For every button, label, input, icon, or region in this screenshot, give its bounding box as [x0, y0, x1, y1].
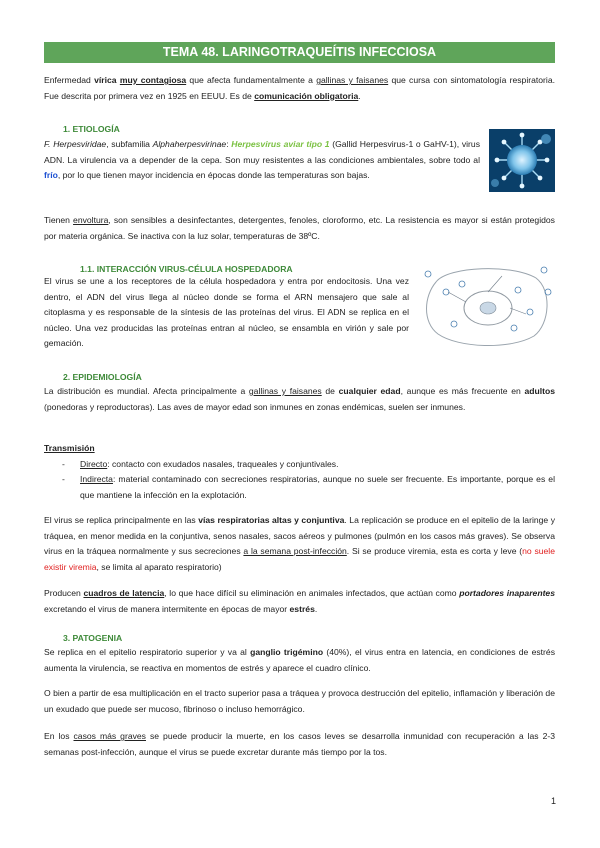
text: no suele existir viremia — [44, 546, 556, 572]
virus-image — [489, 129, 555, 192]
dash-bullet: - — [62, 459, 65, 469]
etiologia-paragraph — [44, 137, 480, 184]
text: Alphaherpesvirinae — [152, 139, 227, 149]
transmision-label — [44, 441, 244, 457]
text: Producen — [44, 588, 84, 598]
list-item-directo — [62, 457, 555, 473]
text: : material contaminado con secreciones respiratorias, aunque no suele ser frecuente. Es importante, porque es el que mantiene la infección en la explotación. — [80, 474, 555, 500]
interaccion-paragraph: El virus se une a los receptores de la célula hospedadora y entra por endocitosis. Una vez dentro, el ADN del virus llega al núcleo donde se forma el ARN mensajero que sale al citoplasma y es responsable de la síntesis de las proteínas del virus. El ADN se replica en el núcleo. Una vez producidas las proteínas entran al núcleo, se ensambla en virión y sale por gemación. — [44, 276, 409, 348]
text: , lo que hace difícil su eliminación en animales infectados, que actúan como — [164, 588, 460, 598]
list-item-indirecta — [62, 472, 555, 503]
text: . La replicación se produce en el epitelio de la laringe y tráquea, en menor medida en la conjuntiva, senos nasales, sacos aéreos y pulmones (pulmón en los casos más graves). Se observa virus en la tráquea normalmente y sus secreciones — [44, 515, 556, 556]
text: F. Herpesviridae — [44, 139, 107, 149]
text: , aunque es más frecuente en — [400, 386, 525, 396]
text: , se limita al aparato respiratorio) — [96, 561, 222, 572]
text: de — [321, 386, 339, 396]
text: (40%), el virus entra en latencia, en condiciones de estrés aumenta la virulencia, se reactiva en momentos de estrés y aparece el cuadro clínico. — [44, 647, 555, 673]
text: , son sensibles a desinfectantes, detergentes, fenoles, cloroformo, etc. La resistencia es mayor si están protegidos por materia orgánica. Se inactiva con la luz solar, temperaturas de 38ºC. — [44, 215, 555, 241]
text: casos más graves — [73, 731, 146, 741]
text: Indirecta — [80, 474, 113, 484]
text: . — [314, 603, 318, 614]
section-heading-epidemiologia: 2. EPIDEMIOLOGÍA — [63, 372, 142, 382]
text: . — [358, 90, 361, 101]
text: cualquier edad — [338, 386, 401, 396]
virus-cell-cycle-diagram — [418, 262, 555, 350]
text: : contacto con exudados nasales, traqueales y conjuntivales. — [107, 459, 339, 469]
text: estrés — [289, 603, 315, 614]
intro-paragraph — [44, 73, 555, 104]
text: muy contagiosa — [119, 75, 187, 85]
text: que afecta fundamentalmente a — [186, 75, 317, 85]
patogenia-paragraph-2: O bien a partir de esa multiplicación en el tracto superior pasa a tráquea y provoca destrucción del epitelio, inflamación y liberación de un exudado que puede ser mucoso, fibrinoso o incluso hemorrágico. — [44, 688, 555, 714]
text: comunicación obligatoria — [254, 90, 359, 101]
epidemiologia-paragraph — [44, 384, 555, 415]
text: , por lo que tienen mayor incidencia en épocas donde las temperaturas son bajas. — [57, 170, 370, 180]
text: La distribución es mundial. Afecta principalmente a — [44, 386, 249, 396]
section-heading-patogenia: 3. PATOGENIA — [63, 633, 123, 643]
text: Tienen — [44, 215, 74, 225]
text: Enfermedad — [44, 75, 95, 85]
text: Se replica en el epitelio respiratorio superior y va al — [44, 647, 251, 657]
text: , subfamilia — [106, 139, 153, 149]
envoltura-paragraph — [44, 213, 555, 244]
text: que cursa con sintomatología respiratoria. Fue descrita por primera vez en 1925 en EEUU. Es de — [44, 75, 555, 101]
text: vírica — [94, 75, 117, 85]
section-heading-interaccion: 1.1. INTERACCIÓN VIRUS-CÉLULA HOSPEDADORA — [80, 264, 293, 274]
text: El virus se replica principalmente en las — [44, 515, 199, 525]
page-title: TEMA 48. LARINGOTRAQUEÍTIS INFECCIOSA — [44, 42, 555, 63]
latencia-paragraph — [44, 586, 555, 617]
text: gallinas y faisanes — [248, 386, 322, 396]
patogenia-paragraph-1 — [44, 645, 555, 676]
text: Herpesvirus aviar tipo 1 — [231, 139, 330, 149]
section-heading-etiologia: 1. ETIOLOGÍA — [63, 124, 120, 134]
text: excretando el virus de manera intermitente en épocas de mayor — [44, 603, 290, 614]
text: (Gallid Herpesvirus-1 o GaHV-1), virus ADN. La virulencia va a depender de la cepa. Son muy resistentes a las condiciones ambientales, sobre todo al — [44, 139, 480, 165]
text: a la semana post-infección — [243, 546, 347, 556]
text: (ponedoras y reproductoras). Las aves de mayor edad son inmunes en zonas endémicas, suelen ser inmunes. — [44, 401, 466, 412]
text: frío — [44, 170, 58, 180]
text: cuadros de latencia — [83, 588, 165, 598]
dash-bullet: - — [62, 474, 65, 484]
text: gallinas y faisanes — [316, 75, 389, 85]
text: se puede producir la muerte, en los casos leves se desarrolla inmunidad con recuperación a las 2-3 semanas post-infección, aunque el virus se puede excretar durante más tiempo por la tos. — [44, 731, 555, 757]
page-number: 1 — [550, 796, 556, 806]
text: En los — [44, 731, 74, 741]
text: Directo — [80, 459, 108, 469]
replicacion-paragraph — [44, 513, 555, 575]
text: Transmisión — [44, 443, 95, 453]
text: adultos — [524, 386, 555, 396]
text: envoltura — [73, 215, 109, 225]
text: ganglio trigémino — [250, 647, 324, 657]
text: portadores inaparentes — [459, 588, 555, 598]
patogenia-paragraph-3 — [44, 729, 555, 760]
text: . Si se produce viremia, esta es corta y leve ( — [346, 546, 523, 556]
text: : — [226, 139, 232, 149]
text: vías respiratorias altas y conjuntiva — [198, 515, 345, 525]
